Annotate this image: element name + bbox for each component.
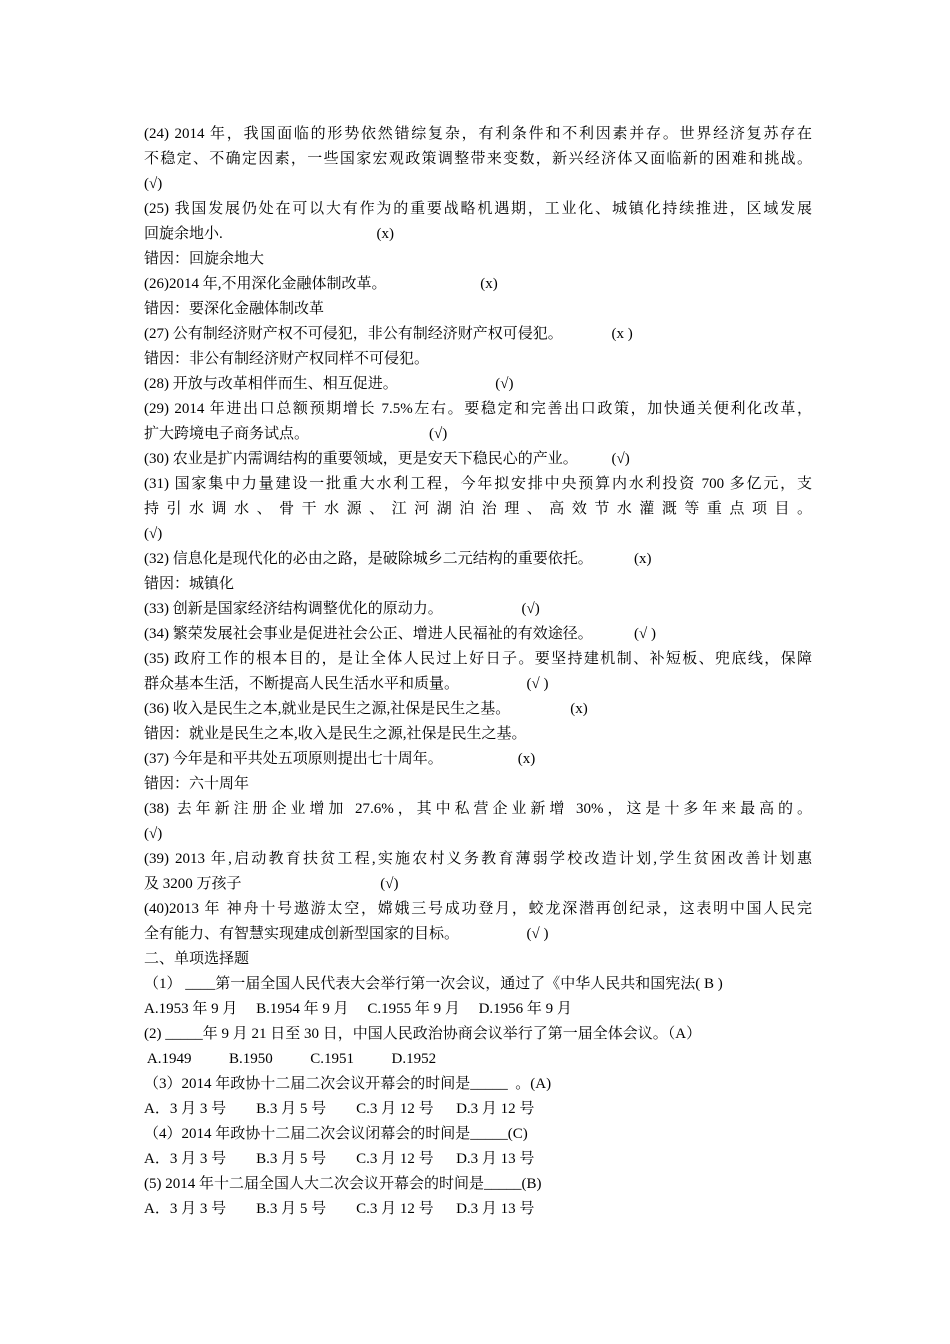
text-line: 不稳定、不确定因素，一些国家宏观政策调整带来变数，新兴经济体又面临新的困难和挑战。 bbox=[144, 151, 812, 167]
question-line: (5) 2014 年十二届全国人大二次会议开幕会的时间是_____(B) bbox=[144, 1176, 542, 1192]
text-line: 错因：城镇化 bbox=[144, 576, 235, 592]
text-line: (37) 今年是和平共处五项原则提出七十周年。 (x) bbox=[144, 751, 536, 767]
text-line: (35) 政府工作的根本目的，是让全体人民过上好日子。要坚持建机制、补短板、兜底线，保障 bbox=[144, 651, 812, 667]
text-line: (√) bbox=[144, 176, 163, 192]
text-line: (31) 国家集中力量建设一批重大水利工程，今年拟安排中央预算内水利投资 700 多亿元，支 bbox=[144, 476, 812, 492]
text-line: (33) 创新是国家经济结构调整优化的原动力。 (√) bbox=[144, 601, 540, 617]
text-line: (27) 公有制经济财产权不可侵犯，非公有制经济财产权可侵犯。 (x ) bbox=[144, 326, 633, 342]
text-line: (√) bbox=[144, 826, 163, 842]
text-line: (24) 2014 年，我国面临的形势依然错综复杂，有利条件和不利因素并存。世界经济复苏存在 bbox=[144, 126, 812, 142]
text-line: 及 3200 万孩子 (√) bbox=[144, 876, 399, 892]
document-body bbox=[144, 122, 812, 1222]
text-line: (40)2013 年 神舟十号遨游太空，嫦娥三号成功登月，蛟龙深潜再创纪录，这表明中国人民完 bbox=[144, 901, 812, 917]
options-line: A．3 月 3 号 B.3 月 5 号 C.3 月 12 号 D.3 月 13 号 bbox=[144, 1151, 535, 1167]
text-line: (38) 去年新注册企业增加 27.6%，其中私营企业新增 30%，这是十多年来最高的。 bbox=[144, 801, 812, 817]
question-line: （4）2014 年政协十二届二次会议闭幕会的时间是_____(C) bbox=[144, 1126, 528, 1142]
options-line: A.1949 B.1950 C.1951 D.1952 bbox=[144, 1051, 437, 1067]
text-line: 错因：六十周年 bbox=[144, 776, 250, 792]
question-line: (2) _____年 9 月 21 日至 30 日，中国人民政治协商会议举行了第一届全体会议。（A） bbox=[144, 1026, 702, 1042]
text-line: 错因：非公有制经济财产权同样不可侵犯。 bbox=[144, 351, 430, 367]
text-line: 持 引 水 调 水 、 骨 干 水 源 、 江 河 湖 泊 治 理 、 高 效 节 水 灌 溉 等 重 点 项 目 。 bbox=[144, 501, 812, 517]
text-line: 错因：要深化金融体制改革 bbox=[144, 301, 325, 317]
text-line: 错因：回旋余地大 bbox=[144, 251, 265, 267]
text-line: (28) 开放与改革相伴而生、相互促进。 (√) bbox=[144, 376, 514, 392]
text-line: (30) 农业是扩内需调结构的重要领域，更是安天下稳民心的产业。 (√) bbox=[144, 451, 630, 467]
text-line: 回旋余地小. (x) bbox=[144, 226, 394, 242]
text-line: (29) 2014 年进出口总额预期增长 7.5%左右。要稳定和完善出口政策，加快通关便利化改革， bbox=[144, 401, 812, 417]
text-line: (34) 繁荣发展社会事业是促进社会公正、增进人民福祉的有效途径。 (√ ) bbox=[144, 626, 656, 642]
text-line: (32) 信息化是现代化的必由之路，是破除城乡二元结构的重要依托。 (x) bbox=[144, 551, 652, 567]
text-line: (25) 我国发展仍处在可以大有作为的重要战略机遇期，工业化、城镇化持续推进，区域发展 bbox=[144, 201, 812, 217]
options-line: A.1953 年 9 月 B.1954 年 9 月 C.1955 年 9 月 D.1956 年 9 月 bbox=[144, 1001, 572, 1017]
text-line: (√) bbox=[144, 526, 163, 542]
options-line: A．3 月 3 号 B.3 月 5 号 C.3 月 12 号 D.3 月 13 号 bbox=[144, 1201, 535, 1217]
text-line: (36) 收入是民生之本,就业是民生之源,社保是民生之基。 (x) bbox=[144, 701, 588, 717]
text-line: 扩大跨境电子商务试点。 (√) bbox=[144, 426, 448, 442]
text-line: 群众基本生活，不断提高人民生活水平和质量。 (√ ) bbox=[144, 676, 549, 692]
text-line: (26)2014 年,不用深化金融体制改革。 (x) bbox=[144, 276, 498, 292]
question-line: （1） ____第一届全国人民代表大会举行第一次会议，通过了《中华人民共和国宪法( B ) bbox=[144, 976, 723, 992]
text-line: (39) 2013 年,启动教育扶贫工程,实施农村义务教育薄弱学校改造计划,学生贫困改善计划惠 bbox=[144, 851, 812, 867]
options-line: A．3 月 3 号 B.3 月 5 号 C.3 月 12 号 D.3 月 12 号 bbox=[144, 1101, 535, 1117]
text-line: 错因：就业是民生之本,收入是民生之源,社保是民生之基。 bbox=[144, 726, 527, 742]
section-heading: 二、单项选择题 bbox=[144, 951, 250, 967]
question-line: （3）2014 年政协十二届二次会议开幕会的时间是_____ 。(A) bbox=[144, 1076, 552, 1092]
text-line: 全有能力、有智慧实现建成创新型国家的目标。 (√ ) bbox=[144, 926, 549, 942]
